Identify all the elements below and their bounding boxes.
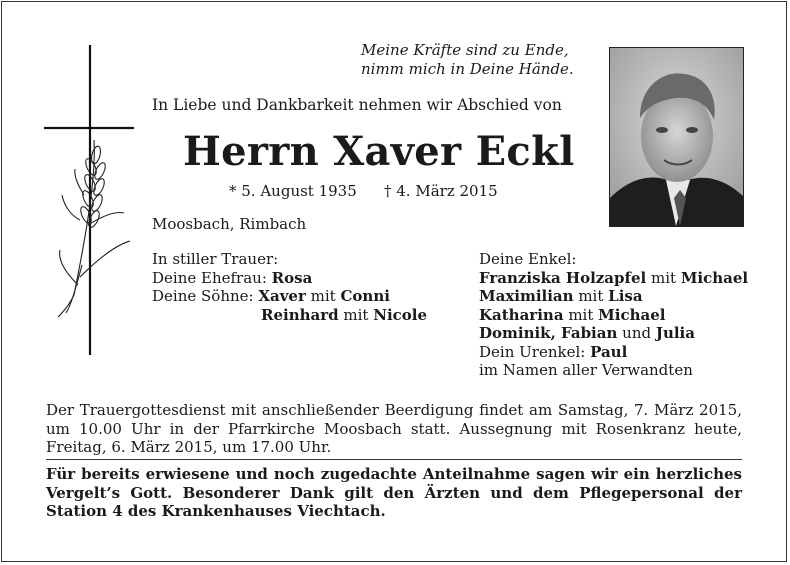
wife-name: Rosa (271, 268, 313, 287)
mourners-left (152, 250, 427, 324)
grandchild-1: Franziska Holzapfel (479, 268, 647, 287)
son-1-partner: Conni (340, 287, 390, 305)
relatives-line: im Namen aller Verwandten (479, 361, 693, 379)
sons-line-2 (152, 306, 427, 325)
grandchild-2-partner: Lisa (608, 287, 643, 305)
grandchild-line-3 (479, 306, 748, 325)
grandchild-2: Maximilian (479, 287, 574, 305)
quote (361, 41, 574, 79)
grandchild-1-with: mit (646, 268, 681, 287)
grandchild-3-with: mit (563, 305, 599, 324)
mourners-right (479, 250, 748, 380)
sons-line-1 (152, 287, 427, 306)
intro-text: In Liebe und Dankbarkeit nehmen wir Abschied von (152, 96, 562, 114)
grandchild-line-1 (479, 269, 748, 288)
son-1: Xaver (258, 287, 306, 305)
quote-line-1: Meine Kräfte sind zu Ende, (361, 41, 569, 59)
divider (46, 459, 742, 460)
grandchild-line-4 (479, 324, 748, 343)
grandchild-4: Dominik, Fabian (479, 324, 618, 342)
wife-line (152, 269, 427, 288)
grandchild-4-last: Julia (655, 324, 695, 342)
sons-label: Deine Söhne: (152, 287, 259, 305)
funeral-service-text: Der Trauergottesdienst mit anschließender Beerdigung findet am Samstag, 7. März 2015, um 10.00 Uhr in der Pfarrkirche Moosbach statt. Aussegnung mit Rosenkranz heute, Freitag, 6. März 2015, um 17.00 Uhr. (46, 401, 742, 456)
great-grandchild-line (479, 343, 748, 362)
grandchild-3: Katharina (479, 305, 564, 324)
grandchild-1-partner: Michael (680, 268, 749, 287)
son-2-partner: Nicole (373, 305, 428, 324)
grandchild-2-with: mit (573, 287, 609, 305)
grandchildren-heading: Deine Enkel: (479, 250, 577, 268)
grandchild-3-partner: Michael (598, 305, 666, 324)
place: Moosbach, Rimbach (152, 215, 307, 233)
portrait-photo (609, 47, 744, 227)
great-grandchild-name: Paul (590, 342, 628, 361)
grandchild-line-2 (479, 287, 748, 306)
death-date: † 4. März 2015 (384, 182, 498, 200)
son-2: Reinhard (261, 305, 339, 324)
mourners-heading: In stiller Trauer: (152, 250, 279, 268)
wife-label: Deine Ehefrau: (152, 268, 272, 287)
son-1-with: mit (305, 287, 341, 305)
cross-wheat-icon (44, 45, 136, 357)
thanks-text: Für bereits erwiesene und noch zugedachte Anteilnahme sagen wir ein herzliches Vergelt’s Gott. Besonderer Dank gilt den Ärzten und dem Pflegepersonal der Station 4 des Krankenhauses Viechtach. (46, 465, 742, 520)
quote-line-2: nimm mich in Deine Hände. (361, 60, 574, 78)
grandchild-4-and: und (617, 324, 656, 342)
birth-date: * 5. August 1935 (229, 182, 357, 200)
deceased-name: Herrn Xaver Eckl (183, 128, 575, 175)
great-grandchild-label: Dein Urenkel: (479, 342, 591, 361)
portrait-image (610, 48, 743, 226)
son-2-with: mit (338, 305, 374, 324)
